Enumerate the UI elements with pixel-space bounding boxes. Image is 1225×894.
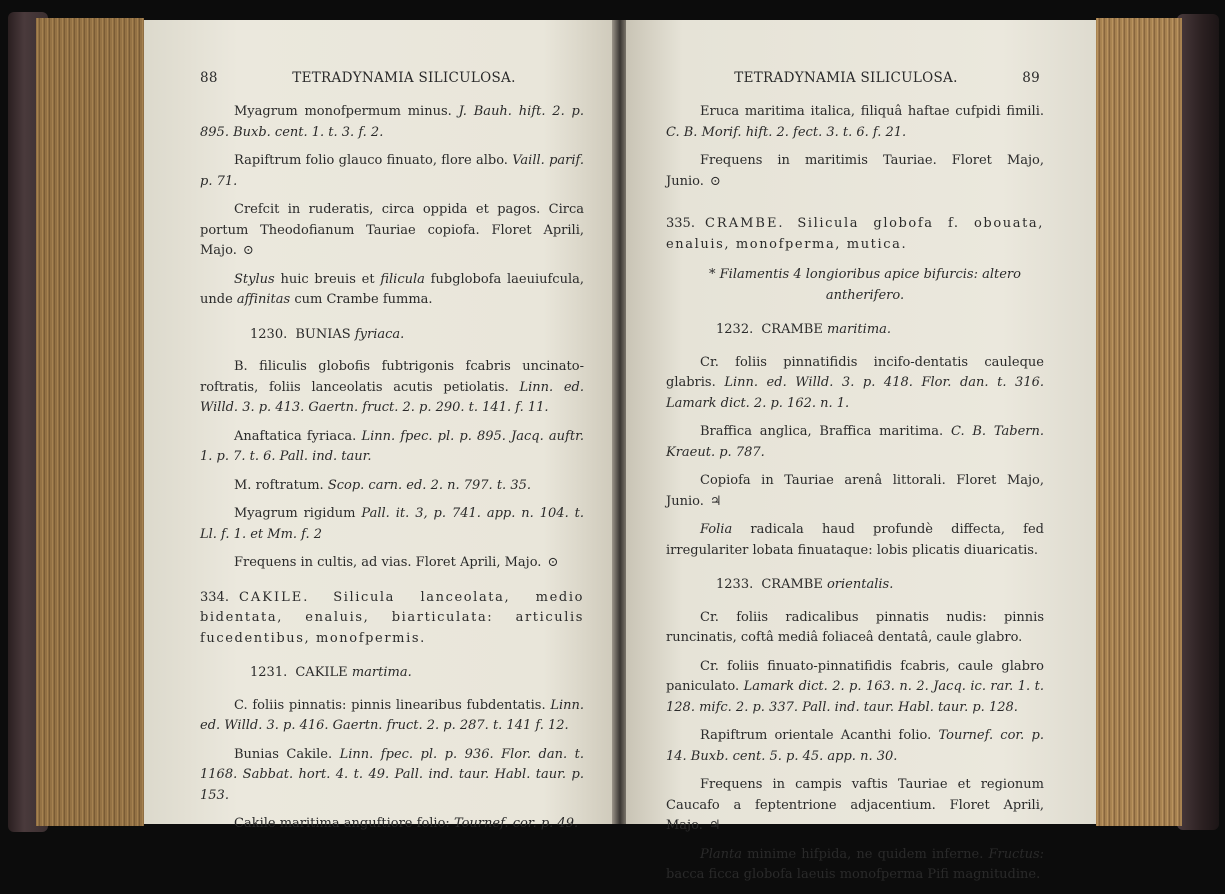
synonym-entry: Myagrum rigidum Pall. it. 3, p. 741. app. n. 104. t. Ll. f. 1. et Mm. f. 2: [200, 506, 585, 542]
diagnosis: Cr. foliis radicalibus pinnatis nudis: pinnis runcinatis, coftâ mediâ foliaceâ dentatâ, caule glabro.: [666, 609, 1044, 645]
remark: Folia radicala haud profundè diffecta, fed irregulariter lobata finuataque: lobis plicatis diuaricatis.: [666, 522, 1044, 558]
synonym-entry: Rapiftrum folio glauco finuato, flore albo. Vaill. parif. p. 71.: [200, 153, 585, 189]
diagnosis: Cr. foliis pinnatifidis incifo-dentatis cauleque glabris. Linn. ed. Willd. 3. p. 418. Flor. dan. t. 316. Lamark dict. 2. p. 162. n. 1.: [666, 354, 1044, 411]
running-title: TETRADYNAMIA SILICULOSA.: [734, 70, 958, 86]
synonym-entry: M. roftratum. Scop. carn. ed. 2. n. 797. t. 35.: [234, 477, 531, 493]
page-edges-right: [1096, 18, 1182, 826]
synonym-entry: Eruca maritima italica, filiquâ haftae cufpidi fimili. C. B. Morif. hift. 2. fect. 3. t. 6. f. 21.: [666, 104, 1044, 140]
habitat-note: Frequens in maritimis Tauriae. Floret Majo, Junio. ⊙: [666, 153, 1044, 189]
species-heading-1231: 1231. CAKILE martima.: [250, 665, 412, 680]
page-number: 88: [200, 70, 218, 86]
habitat-note: Crefcit in ruderatis, circa oppida et pagos. Circa portum Theodofianum Tauriae copiofa. Floret Aprili, Majo. ⊙: [200, 202, 584, 258]
remark: Stylus huic breuis et filicula fubglobofa laeuiufcula, unde affinitas cum Crambe fumma.: [200, 271, 584, 307]
synonym-entry: Rapiftrum orientale Acanthi folio. Tournef. cor. p. 14. Buxb. cent. 5. p. 45. app. n. 30.: [666, 728, 1044, 764]
synonym-entry: Myagrum monofpermum minus. J. Bauh. hift. 2. p. 895. Buxb. cent. 1. t. 3. f. 2.: [200, 104, 584, 140]
right-page-text: [666, 102, 1044, 894]
habitat-note: Copiofa in Tauriae arenâ littorali. Floret Majo, Junio. ♃: [666, 473, 1044, 509]
genus-heading-335: 335. CRAMBE. Silicula globofa f. obouata, enaluis, monofperma, mutica.: [666, 216, 1044, 252]
species-heading-1233: 1233. CRAMBE orientalis.: [716, 577, 894, 592]
diagnosis: B. filiculis globofis fubtrigonis fcabris uncinato-roftratis, foliis lanceolatis acutis petiolatis. Linn. ed. Willd. 3. p. 413. Gaertn. fruct. 2. p. 290. t. 141. f. 11.: [200, 359, 584, 415]
annual-symbol: ⊙: [242, 243, 254, 258]
left-page: [144, 20, 614, 831]
book-cover-right: [1177, 14, 1219, 830]
genus-heading-334: 334. CAKILE. Silicula lanceolata, medio bidentata, enaluis, biarticulata: articulis fucedentibus, monofpermis.: [200, 589, 584, 646]
annual-symbol: ⊙: [709, 173, 721, 189]
section-note: * Filamentis 4 longioribus apice bifurcis: altero antherifero.: [709, 267, 1021, 303]
species-heading-1232: 1232. CRAMBE maritima.: [716, 322, 892, 337]
page-edges-left: [36, 18, 144, 826]
remark: Planta minime hifpida, ne quidem inferne. Fructus: bacca ficca globofa laeuis monofperma Pifi magnitudine.: [666, 846, 1044, 882]
left-page-header: [200, 70, 588, 90]
perennial-symbol: ♃: [708, 818, 721, 833]
annual-symbol: ⊙: [547, 555, 559, 570]
synonym-entry: Cr. foliis finuato-pinnatifidis fcabris, caule glabro paniculato. Lamark dict. 2. p. 163. n. 2. Jacq. ic. rar. 1. t. 128. mifc. 2. p. 337. Pall. ind. taur. Habl. taur. p. 128.: [666, 658, 1044, 715]
right-page: [626, 20, 1096, 882]
perennial-symbol: ♃: [709, 493, 722, 509]
species-heading-1230: 1230. BUNIAS fyriaca.: [250, 326, 405, 342]
diagnosis: C. foliis pinnatis: pinnis linearibus fubdentatis. Linn. ed. Willd. 3. p. 416. Gaertn. fruct. 2. p. 287. t. 141 f. 12.: [200, 697, 584, 733]
left-page-text: [200, 102, 584, 843]
running-title: TETRADYNAMIA SILICULOSA.: [292, 70, 516, 86]
synonym-entry: Bunias Cakile. Linn. fpec. pl. p. 936. Flor. dan. t. 1168. Sabbat. hort. 4. t. 49. Pall. ind. taur. Habl. taur. p. 153.: [200, 746, 585, 803]
synonym-entry: Cakile maritima anguftiore folio: Tournef. cor. p. 49.: [234, 816, 579, 831]
right-page-header: [722, 70, 1040, 90]
habitat-note: Frequens in cultis, ad vias. Floret Aprili, Majo. ⊙: [234, 555, 559, 570]
synonym-entry: Anaftatica fyriaca. Linn. fpec. pl. p. 895. Jacq. auftr. 1. p. 7. t. 6. Pall. ind. taur.: [200, 428, 584, 464]
synonym-entry: Braffica anglica, Braffica maritima. C. B. Tabern. Kraeut. p. 787.: [666, 424, 1044, 460]
page-number: 89: [1022, 70, 1040, 86]
habitat-note: Frequens in campis vaftis Tauriae et regionum Caucafo a feptentrione adjacentium. Floret Aprili, Majo. ♃: [666, 777, 1044, 833]
